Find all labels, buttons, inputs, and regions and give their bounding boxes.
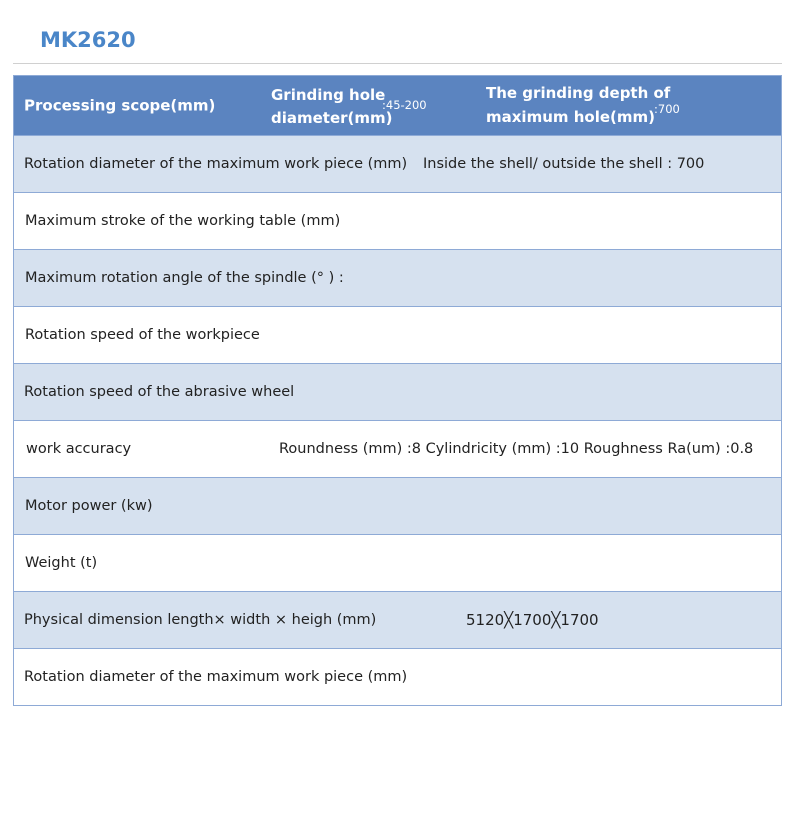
header-processing-scope: Processing scope(mm) — [24, 96, 216, 114]
table-header — [14, 76, 781, 135]
header-grinding-hole-line1: Grinding hole — [271, 86, 386, 104]
row-label: Rotation speed of the abrasive wheel — [24, 384, 295, 400]
row-label: Physical dimension length× width × heigh (mm) — [24, 612, 377, 628]
table-row — [14, 477, 781, 534]
header-grinding-depth-value: :700 — [654, 102, 680, 116]
title-divider — [13, 63, 782, 64]
row-label: work accuracy — [26, 441, 132, 457]
table-row — [14, 249, 781, 306]
row-value: Inside the shell/ outside the shell : 700 — [423, 156, 705, 172]
table-row — [14, 363, 781, 420]
table-row — [14, 420, 781, 477]
row-label: Rotation speed of the workpiece — [25, 327, 260, 343]
row-label: Weight (t) — [25, 555, 98, 571]
table-row — [14, 306, 781, 363]
page-title: MK2620 — [40, 28, 136, 52]
header-grinding-depth-line1: The grinding depth of — [486, 84, 671, 102]
header-grinding-hole-line2: diameter(mm) — [271, 109, 393, 127]
header-grinding-hole-value: :45-200 — [382, 98, 427, 112]
row-value: 5120╳1700╳1700 — [466, 611, 599, 629]
table-row — [14, 192, 781, 249]
spec-table — [13, 75, 782, 706]
table-row — [14, 648, 781, 705]
table-row — [14, 591, 781, 648]
row-label: Maximum stroke of the working table (mm) — [25, 213, 341, 229]
row-label: Maximum rotation angle of the spindle (° ) : — [25, 270, 344, 286]
row-label: Motor power (kw) — [25, 498, 153, 514]
row-label: Rotation diameter of the maximum work piece (mm) — [24, 669, 408, 685]
row-value: Roundness (mm) :8 Cylindricity (mm) :10 Roughness Ra(um) :0.8 — [279, 441, 754, 457]
header-grinding-depth-line2: maximum hole(mm) — [486, 108, 655, 126]
table-row — [14, 534, 781, 591]
table-row — [14, 135, 781, 192]
row-label: Rotation diameter of the maximum work piece (mm) — [24, 156, 408, 172]
